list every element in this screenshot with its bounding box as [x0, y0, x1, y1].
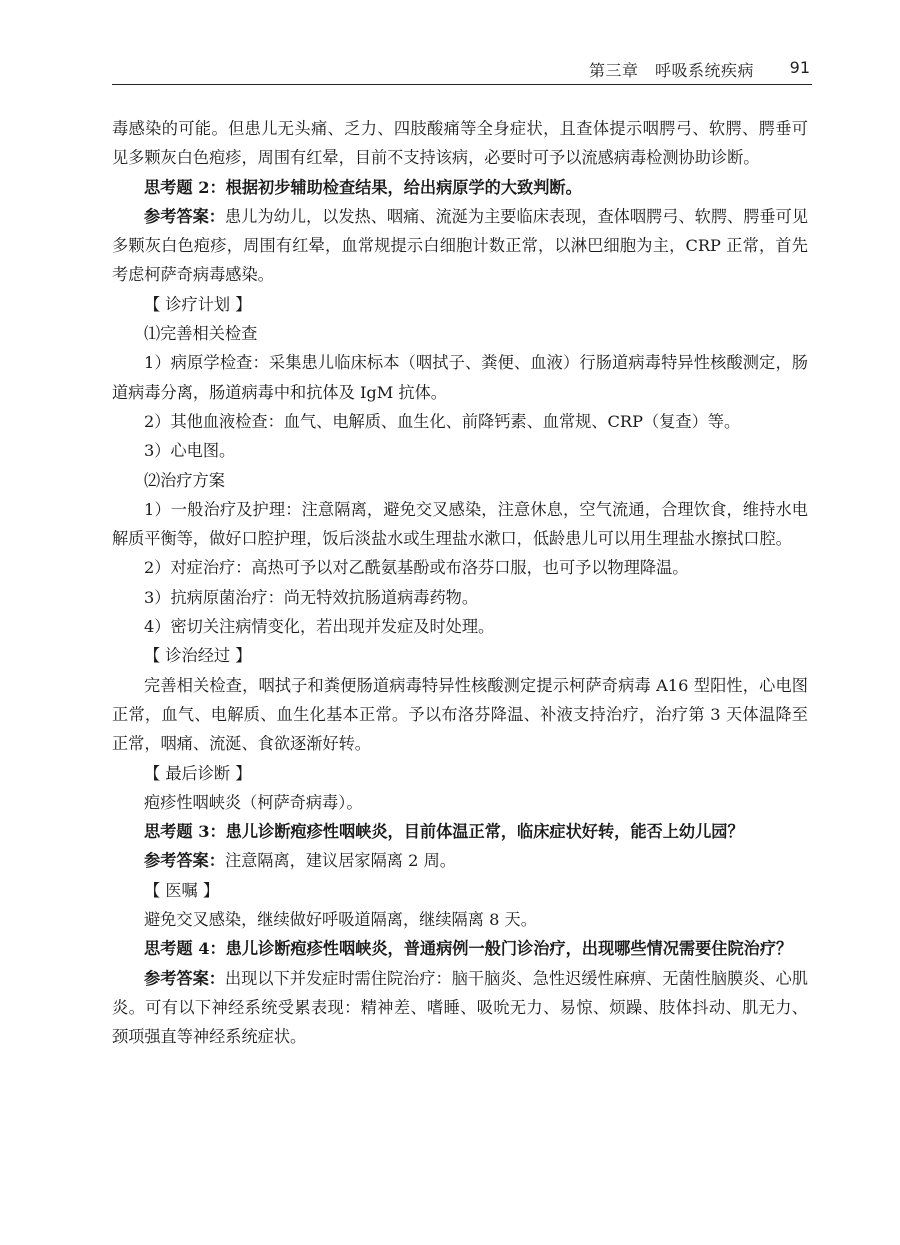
answer-label: 参考答案：: [144, 851, 225, 871]
answer-3: [112, 846, 808, 875]
plan-item-2-3: 3）抗病原菌治疗：尚无特效抗肠道病毒药物。: [144, 587, 479, 607]
plan-item-2: ⑵治疗方案: [144, 470, 225, 490]
diagnosis-text: 疱疹性咽峡炎（柯萨奇病毒）。: [144, 792, 363, 812]
plan-item-2-4: 4）密切关注病情变化，若出现并发症及时处理。: [144, 617, 495, 637]
advice-text: 避免交叉感染，继续做好呼吸道隔离，继续隔离 8 天。: [144, 910, 537, 930]
plan-item-1-3: 3）心电图。: [144, 441, 236, 461]
answer-text: 患儿为幼儿，以发热、咽痛、流涎为主要临床表现，查体咽腭弓、软腭、腭垂可见多颗灰白色疱疹，周围有红晕，血常规提示白细胞计数正常，以淋巴细胞为主，CRP 正常，首先考虑柯萨奇病毒感染。: [112, 206, 809, 285]
answer-label: 参考答案：: [144, 968, 225, 988]
question-2: 思考题 2：根据初步辅助检查结果，给出病原学的大致判断。: [144, 177, 582, 197]
paragraph-intro: 毒感染的可能。但患儿无头痛、乏力、四肢酸痛等全身症状，且查体提示咽腭弓、软腭、腭垂可见多颗灰白色疱疹，周围有红晕，目前不支持该病，必要时可予以流感病毒检测协助诊断。: [112, 119, 808, 168]
course-text: 完善相关检查，咽拭子和粪便肠道病毒特异性核酸测定提示柯萨奇病毒 A16 型阳性，心电图正常，血气、电解质、血生化基本正常。予以布洛芬降温、补液支持治疗，治疗第 3 天体温降至正常，咽痛、流涎、食欲逐渐好转。: [112, 675, 808, 754]
running-header: [112, 56, 812, 85]
question-4: 思考题 4：患儿诊断疱疹性咽峡炎，普通病例一般门诊治疗，出现哪些情况需要住院治疗？: [144, 939, 793, 959]
plan-item-1-2: 2）其他血液检查：血气、电解质、血生化、前降钙素、血常规、CRP（复查）等。: [144, 411, 741, 431]
plan-item-2-1: 1）一般治疗及护理：注意隔离，避免交叉感染，注意休息，空气流通，合理饮食，维持水电解质平衡等，做好口腔护理，饭后淡盐水或生理盐水漱口，低龄患儿可以用生理盐水擦拭口腔。: [112, 499, 808, 549]
plan-item-1: ⑴完善相关检查: [144, 324, 258, 344]
question-3: 思考题 3：患儿诊断疱疹性咽峡炎，目前体温正常，临床症状好转，能否上幼儿园？: [144, 822, 744, 842]
answer-text: 注意隔离，建议居家隔离 2 周。: [224, 851, 456, 871]
section-heading-plan: 【 诊疗计划 】: [144, 294, 252, 314]
answer-text: 出现以下并发症时需住院治疗：脑干脑炎、急性迟缓性麻痹、无菌性脑膜炎、心肌炎。可有以下神经系统受累表现：精神差、嗜睡、吸吮无力、易惊、烦躁、肢体抖动、肌无力、颈项强直等神经系统症状。: [112, 968, 809, 1047]
section-heading-diagnosis: 【 最后诊断 】: [144, 763, 252, 783]
answer-4: [112, 964, 808, 1052]
section-heading-course: 【 诊治经过 】: [144, 646, 252, 666]
chapter-title: 第三章 呼吸系统疾病: [588, 61, 754, 80]
plan-item-2-2: 2）对症治疗：高热可予以对乙酰氨基酚或布洛芬口服，也可予以物理降温。: [144, 558, 689, 578]
plan-item-1-1: 1）病原学检查：采集患儿临床标本（咽拭子、粪便、血液）行肠道病毒特异性核酸测定，肠道病毒分离，肠道病毒中和抗体及 IgM 抗体。: [112, 353, 808, 402]
page-number: 91: [789, 58, 810, 77]
answer-label: 参考答案：: [144, 206, 225, 226]
section-heading-advice: 【 医嘱 】: [144, 880, 220, 900]
answer-2: [112, 202, 808, 290]
page-body: [112, 114, 808, 1052]
